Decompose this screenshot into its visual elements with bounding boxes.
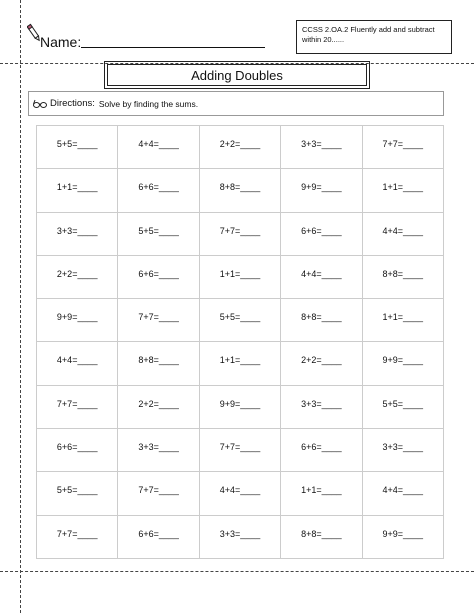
problem-cell[interactable]: 3+3=____ xyxy=(281,126,362,169)
glasses-icon xyxy=(33,99,47,109)
problem-cell[interactable]: 3+3=____ xyxy=(281,386,362,429)
problem-cell[interactable]: 6+6=____ xyxy=(281,213,362,256)
directions-label: Directions: xyxy=(50,98,95,109)
problem-cell[interactable]: 3+3=____ xyxy=(363,429,444,472)
name-input-line[interactable] xyxy=(81,47,265,48)
problem-cell[interactable]: 8+8=____ xyxy=(363,256,444,299)
problem-cell[interactable]: 8+8=____ xyxy=(200,169,281,212)
problem-cell[interactable]: 3+3=____ xyxy=(118,429,199,472)
problem-cell[interactable]: 5+5=____ xyxy=(37,126,118,169)
problem-cell[interactable]: 7+7=____ xyxy=(200,213,281,256)
problem-cell[interactable]: 8+8=____ xyxy=(281,516,362,559)
problem-cell[interactable]: 3+3=____ xyxy=(37,213,118,256)
left-margin-dashed-line xyxy=(20,0,21,613)
problem-cell[interactable]: 2+2=____ xyxy=(281,342,362,385)
problem-cell[interactable]: 5+5=____ xyxy=(37,472,118,515)
problem-cell[interactable]: 9+9=____ xyxy=(200,386,281,429)
problem-cell[interactable]: 4+4=____ xyxy=(363,213,444,256)
problem-cell[interactable]: 5+5=____ xyxy=(200,299,281,342)
problem-cell[interactable]: 7+7=____ xyxy=(118,299,199,342)
problem-cell[interactable]: 9+9=____ xyxy=(37,299,118,342)
problem-cell[interactable]: 5+5=____ xyxy=(118,213,199,256)
problem-cell[interactable]: 6+6=____ xyxy=(118,516,199,559)
problem-cell[interactable]: 1+1=____ xyxy=(200,256,281,299)
problem-cell[interactable]: 1+1=____ xyxy=(281,472,362,515)
problem-cell[interactable]: 6+6=____ xyxy=(37,429,118,472)
problem-cell[interactable]: 7+7=____ xyxy=(37,516,118,559)
problem-cell[interactable]: 1+1=____ xyxy=(363,299,444,342)
problem-cell[interactable]: 1+1=____ xyxy=(363,169,444,212)
problem-cell[interactable]: 3+3=____ xyxy=(200,516,281,559)
bottom-dashed-line xyxy=(0,571,474,572)
problem-cell[interactable]: 6+6=____ xyxy=(118,169,199,212)
problem-cell[interactable]: 7+7=____ xyxy=(363,126,444,169)
problem-cell[interactable]: 8+8=____ xyxy=(281,299,362,342)
problem-cell[interactable]: 7+7=____ xyxy=(200,429,281,472)
problem-cell[interactable]: 2+2=____ xyxy=(200,126,281,169)
problems-grid xyxy=(36,125,444,559)
problem-cell[interactable]: 2+2=____ xyxy=(118,386,199,429)
directions-text: Solve by finding the sums. xyxy=(98,98,199,109)
problem-cell[interactable]: 9+9=____ xyxy=(281,169,362,212)
problem-cell[interactable]: 7+7=____ xyxy=(118,472,199,515)
name-label: Name: xyxy=(40,34,82,50)
problem-cell[interactable]: 6+6=____ xyxy=(281,429,362,472)
problem-cell[interactable]: 9+9=____ xyxy=(363,342,444,385)
problem-cell[interactable]: 4+4=____ xyxy=(37,342,118,385)
problem-cell[interactable]: 4+4=____ xyxy=(200,472,281,515)
problem-cell[interactable]: 7+7=____ xyxy=(37,386,118,429)
standard-box: CCSS 2.OA.2 Fluently add and subtract within 20...... xyxy=(296,20,452,54)
directions-box xyxy=(28,91,444,116)
problem-cell[interactable]: 4+4=____ xyxy=(363,472,444,515)
page-title: Adding Doubles xyxy=(191,67,283,83)
problem-cell[interactable]: 4+4=____ xyxy=(118,126,199,169)
problem-cell[interactable]: 1+1=____ xyxy=(37,169,118,212)
problem-cell[interactable]: 2+2=____ xyxy=(37,256,118,299)
problem-cell[interactable]: 4+4=____ xyxy=(281,256,362,299)
problem-cell[interactable]: 5+5=____ xyxy=(363,386,444,429)
title-box xyxy=(104,61,370,89)
pencil-icon xyxy=(27,22,41,44)
problem-cell[interactable]: 1+1=____ xyxy=(200,342,281,385)
problem-cell[interactable]: 9+9=____ xyxy=(363,516,444,559)
problem-cell[interactable]: 6+6=____ xyxy=(118,256,199,299)
problem-cell[interactable]: 8+8=____ xyxy=(118,342,199,385)
